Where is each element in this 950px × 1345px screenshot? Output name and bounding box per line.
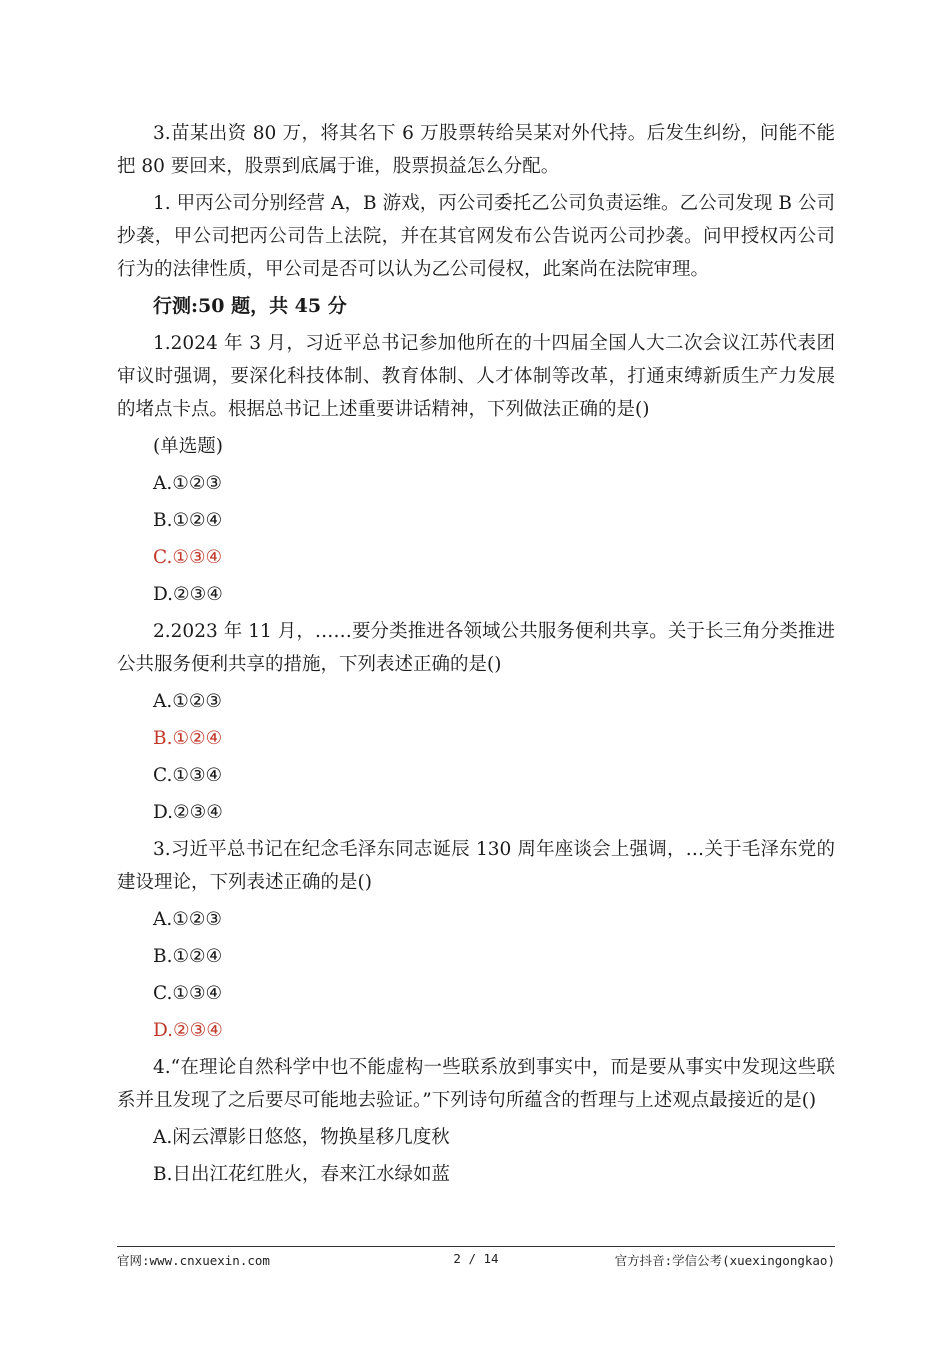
section-title: 行测:50 题，共 45 分 — [153, 295, 347, 317]
q3-stem: 3.习近平总书记在纪念毛泽东同志诞辰 130 周年座谈会上强调，…关于毛泽东党的建设理论，下列表述正确的是() — [117, 839, 835, 893]
q4-option-a: A.闲云潭影日悠悠，物换星移几度秋 — [153, 1127, 450, 1148]
q3-option-a: A.①②③ — [153, 909, 222, 930]
q2-option-d: D.②③④ — [153, 802, 223, 823]
essay-question-3: 3.苗某出资 80 万，将其名下 6 万股票转给吴某对外代持。后发生纠纷，问能不能把 80 要回来，股票到底属于谁，股票损益怎么分配。 — [117, 123, 835, 177]
essay-question-1: 1. 甲丙公司分别经营 A，B 游戏，丙公司委托乙公司负责运维。乙公司发现 B 公司抄袭，甲公司把丙公司告上法院，并在其官网发布公告说丙公司抄袭。问甲授权丙公司行为的法律性质，甲公司是否可以认为乙公司侵权，此案尚在法院审理。 — [117, 193, 835, 280]
q1-option-c-answer: C.①③④ — [153, 547, 223, 568]
q3-option-d-answer: D.②③④ — [153, 1020, 223, 1041]
q1-option-d: D.②③④ — [153, 584, 223, 605]
q1-type: (单选题) — [153, 436, 223, 457]
page-content — [117, 117, 835, 1195]
q1-option-a: A.①②③ — [153, 473, 222, 494]
q2-option-a: A.①②③ — [153, 691, 222, 712]
page-number: 2 / 14 — [453, 1251, 499, 1266]
page-footer — [117, 1246, 835, 1268]
footer-website: 官网:www.cnxuexin.com — [117, 1253, 270, 1268]
q1-option-b: B.①②④ — [153, 510, 223, 531]
q4-stem: 4.“在理论自然科学中也不能虚构一些联系放到事实中，而是要从事实中发现这些联系并且发现了之后要尽可能地去验证。”下列诗句所蕴含的哲理与上述观点最接近的是() — [117, 1057, 835, 1111]
q3-option-b: B.①②④ — [153, 946, 223, 967]
footer-douyin: 官方抖音:学信公考(xuexingongkao) — [614, 1253, 835, 1268]
q3-option-c: C.①③④ — [153, 983, 223, 1004]
q2-option-b-answer: B.①②④ — [153, 728, 223, 749]
q1-stem: 1.2024 年 3 月，习近平总书记参加他所在的十四届全国人大二次会议江苏代表团审议时强调，要深化科技体制、教育体制、人才体制等改革，打通束缚新质生产力发展的堵点卡点。根据总书记上述重要讲话精神，下列做法正确的是() — [117, 333, 835, 420]
q4-option-b: B.日出江花红胜火，春来江水绿如蓝 — [153, 1164, 450, 1185]
q2-option-c: C.①③④ — [153, 765, 223, 786]
q2-stem: 2.2023 年 11 月，……要分类推进各领域公共服务便利共享。关于长三角分类推进公共服务便利共享的措施，下列表述正确的是() — [117, 621, 835, 675]
